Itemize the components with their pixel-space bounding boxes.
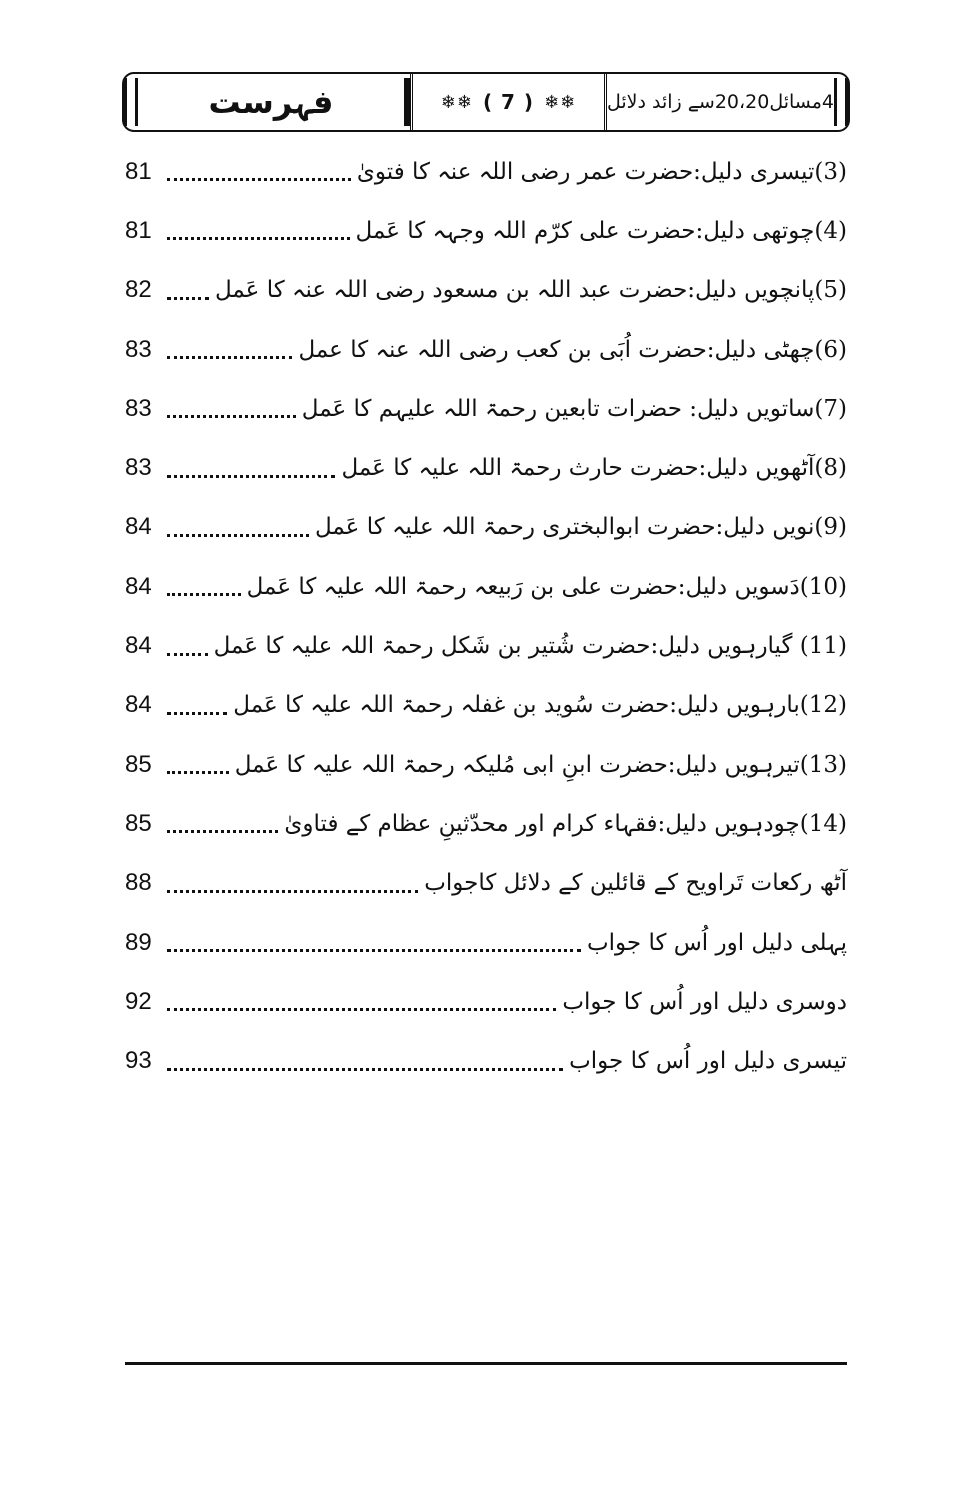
toc-entry-title: (6)چھٹی دلیل:حضرت اُبَی بن کعب رضی اللہ عنہ کا عمل (298, 336, 847, 363)
toc-entry[interactable] (125, 320, 847, 379)
toc-entry-title: دوسری دلیل اور اُس کا جواب (562, 988, 847, 1015)
toc-entry-title: (8)آٹھویں دلیل:حضرت حارث رحمۃ اللہ علیہ کا عَمل (341, 455, 847, 482)
toc-entry-title: (3)تیسری دلیل:حضرت عمر رضی اللہ عنہ کا فتویٰ (356, 158, 847, 185)
toc-entry-page: 83 (125, 394, 152, 422)
toc-entry[interactable] (125, 972, 847, 1031)
toc-entry-title: (14)چودہویں دلیل:فقہاء کرام اور محدّثینِ عظام کے فتاویٰ (284, 810, 847, 837)
page-number-box (410, 74, 604, 130)
toc-entry[interactable] (125, 201, 847, 260)
toc-entry[interactable] (125, 379, 847, 438)
toc-leader-dots (167, 534, 309, 537)
toc-entry-page: 84 (125, 691, 152, 719)
toc-entry[interactable] (125, 498, 847, 557)
toc-leader-dots (167, 593, 241, 596)
toc-entry-page: 85 (125, 750, 152, 778)
toc-leader-dots (167, 297, 209, 300)
toc-entry[interactable] (125, 438, 847, 497)
toc-entry-page: 83 (125, 335, 152, 363)
toc-leader-dots (167, 830, 278, 833)
toc-entry-title: آٹھ رکعات تَراویح کے قائلین کے دلائل کاجواب (424, 870, 847, 897)
snowflake-icon: ❄❄ (440, 91, 473, 113)
toc-leader-dots (167, 1068, 563, 1071)
book-title: 4مسائل20،20سے زائد دلائل (604, 74, 834, 130)
toc-entry-page: 89 (125, 928, 152, 956)
toc-entry[interactable] (125, 913, 847, 972)
toc-leader-dots (167, 1008, 556, 1011)
toc-entry-title: (4)چوتھی دلیل:حضرت علی کرّم اللہ وجہہ کا عَمل (355, 217, 847, 244)
toc-entry-page: 82 (125, 276, 152, 304)
toc-leader-dots (167, 237, 350, 240)
toc-leader-dots (167, 415, 296, 418)
toc-entry-page: 88 (125, 869, 152, 897)
toc-leader-dots (167, 712, 227, 715)
toc-entry-page: 83 (125, 454, 152, 482)
toc-entry-title: تیسری دلیل اور اُس کا جواب (569, 1048, 847, 1075)
toc-entry[interactable] (125, 854, 847, 913)
toc-entry[interactable] (125, 142, 847, 201)
toc-entry[interactable] (125, 676, 847, 735)
toc-entry[interactable] (125, 261, 847, 320)
toc-leader-dots (167, 356, 292, 359)
toc-entry-title: (12)بارہویں دلیل:حضرت سُوید بن غفلہ رحمۃ اللہ علیہ کا عَمل (233, 692, 847, 719)
toc-entry-title: (7)ساتویں دلیل: حضرات تابعین رحمۃ اللہ علیہم کا عَمل (301, 395, 847, 422)
header-right-rule (834, 78, 848, 126)
toc-entry-title: (9)نویں دلیل:حضرت ابوالبختری رحمۃ اللہ علیہ کا عَمل (314, 514, 847, 541)
toc-entry-title: (5)پانچویں دلیل:حضرت عبد اللہ بن مسعود رضی اللہ عنہ کا عَمل (214, 277, 847, 304)
toc-leader-dots (167, 890, 418, 893)
section-title: فہرست (208, 83, 334, 121)
toc-entry[interactable] (125, 557, 847, 616)
toc-leader-dots (167, 949, 581, 952)
toc-leader-dots (167, 653, 208, 656)
footer-rule (125, 1362, 847, 1365)
header-left-rule (124, 78, 138, 126)
toc-entry-title: (10)دَسویں دلیل:حضرت علی بن رَبیعہ رحمۃ اللہ علیہ کا عَمل (246, 573, 847, 600)
toc-entry-title: (13)تیرہویں دلیل:حضرت ابنِ ابی مُلیکہ رحمۃ اللہ علیہ کا عَمل (234, 751, 847, 778)
toc-entry[interactable] (125, 735, 847, 794)
toc-entry-page: 92 (125, 987, 152, 1015)
toc-entry-page: 84 (125, 513, 152, 541)
toc-entry-page: 85 (125, 809, 152, 837)
table-of-contents (125, 142, 847, 1091)
toc-entry-title: (11) گیارہویں دلیل:حضرت شُتیر بن شَکل رحمۃ اللہ علیہ کا عَمل (213, 633, 847, 660)
toc-entry-page: 84 (125, 632, 152, 660)
toc-entry[interactable] (125, 794, 847, 853)
toc-entry-title: پہلی دلیل اور اُس کا جواب (587, 929, 847, 956)
toc-entry-page: 93 (125, 1047, 152, 1075)
toc-entry-page: 81 (125, 157, 152, 185)
snowflake-icon: ❄❄ (544, 91, 577, 113)
toc-leader-dots (167, 178, 351, 181)
page-header (122, 72, 850, 132)
toc-entry[interactable] (125, 616, 847, 675)
page-number: ( 7 ) (482, 90, 535, 114)
toc-leader-dots (167, 475, 335, 478)
toc-leader-dots (167, 771, 229, 774)
toc-entry-page: 81 (125, 216, 152, 244)
toc-entry[interactable] (125, 1031, 847, 1090)
toc-entry-page: 84 (125, 572, 152, 600)
